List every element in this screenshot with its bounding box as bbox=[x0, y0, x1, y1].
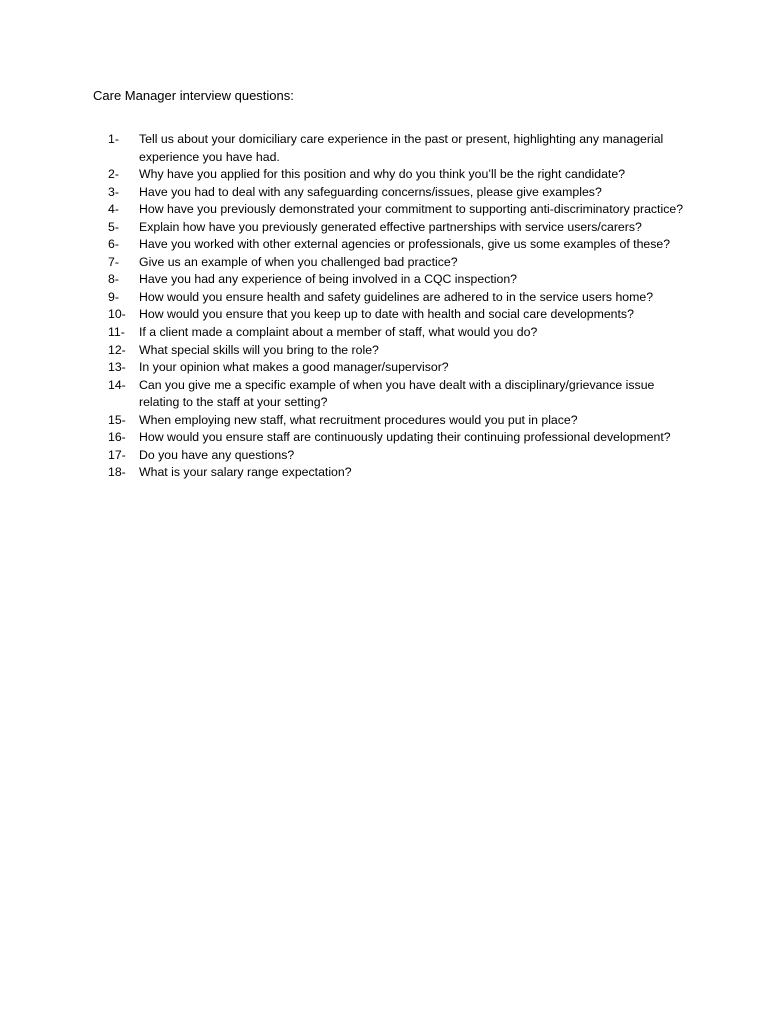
question-text: Give us an example of when you challenged bad practice? bbox=[139, 254, 458, 269]
question-item bbox=[108, 219, 688, 237]
question-item bbox=[108, 184, 688, 202]
question-text: Do you have any questions? bbox=[139, 447, 295, 462]
question-number: 2- bbox=[108, 167, 119, 182]
question-number: 12- bbox=[108, 342, 126, 357]
document-title: Care Manager interview questions: bbox=[93, 88, 294, 103]
question-item bbox=[108, 342, 688, 360]
question-item bbox=[108, 324, 688, 342]
question-item bbox=[108, 429, 688, 447]
question-text: How would you ensure staff are continuously updating their continuing professional development? bbox=[139, 430, 671, 445]
question-text: Tell us about your domiciliary care experience in the past or present, highlighting any managerial experience you have had. bbox=[139, 132, 664, 164]
question-item bbox=[108, 306, 688, 324]
question-text: How have you previously demonstrated your commitment to supporting anti-discriminatory practice? bbox=[139, 202, 684, 217]
interview-question-list bbox=[108, 131, 688, 482]
question-item bbox=[108, 271, 688, 289]
question-text: What is your salary range expectation? bbox=[139, 465, 352, 480]
question-text: Explain how have you previously generated effective partnerships with service users/carers? bbox=[139, 219, 642, 234]
question-number: 4- bbox=[108, 202, 119, 217]
question-text: How would you ensure that you keep up to date with health and social care developments? bbox=[139, 307, 634, 322]
question-text: If a client made a complaint about a member of staff, what would you do? bbox=[139, 325, 538, 340]
question-item bbox=[108, 464, 688, 482]
question-text: Have you had to deal with any safeguarding concerns/issues, please give examples? bbox=[139, 184, 602, 199]
question-number: 14- bbox=[108, 377, 126, 392]
question-number: 1- bbox=[108, 132, 119, 146]
question-item bbox=[108, 412, 688, 430]
question-item bbox=[108, 201, 688, 219]
question-item bbox=[108, 236, 688, 254]
question-item bbox=[108, 359, 688, 377]
question-number: 16- bbox=[108, 430, 126, 445]
question-number: 3- bbox=[108, 184, 119, 199]
question-text: In your opinion what makes a good manager/supervisor? bbox=[139, 360, 449, 375]
question-number: 6- bbox=[108, 237, 119, 252]
question-item bbox=[108, 377, 688, 412]
question-number: 5- bbox=[108, 219, 119, 234]
question-text: Have you worked with other external agencies or professionals, give us some examples of these? bbox=[139, 237, 671, 252]
question-number: 18- bbox=[108, 465, 126, 480]
question-number: 17- bbox=[108, 447, 126, 462]
question-text: How would you ensure health and safety guidelines are adhered to in the service users home? bbox=[139, 289, 654, 304]
question-number: 15- bbox=[108, 412, 126, 427]
question-text: Have you had any experience of being involved in a CQC inspection? bbox=[139, 272, 518, 287]
question-item bbox=[108, 166, 688, 184]
question-item bbox=[108, 289, 688, 307]
question-number: 11- bbox=[108, 325, 125, 340]
question-text: What special skills will you bring to the role? bbox=[139, 342, 379, 357]
question-item bbox=[108, 447, 688, 465]
question-number: 8- bbox=[108, 272, 119, 287]
question-number: 13- bbox=[108, 360, 126, 375]
question-number: 9- bbox=[108, 289, 119, 304]
question-text: Can you give me a specific example of when you have dealt with a disciplinary/grievance issue relating to the staff at your setting? bbox=[139, 377, 655, 410]
question-item bbox=[108, 131, 688, 166]
question-text: Why have you applied for this position and why do you think you’ll be the right candidate? bbox=[139, 167, 626, 182]
question-item bbox=[108, 254, 688, 272]
question-number: 7- bbox=[108, 254, 119, 269]
question-text: When employing new staff, what recruitment procedures would you put in place? bbox=[139, 412, 578, 427]
question-number: 10- bbox=[108, 307, 126, 322]
